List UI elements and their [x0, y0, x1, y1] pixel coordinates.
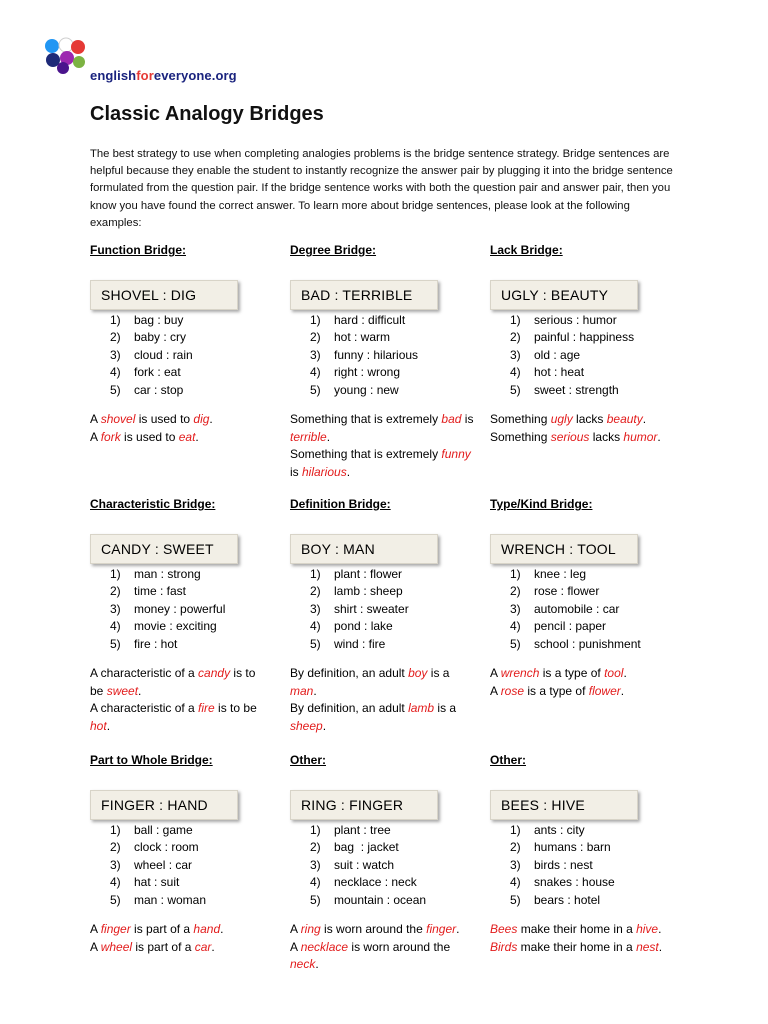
list-item — [310, 601, 475, 618]
list-number: 4) — [110, 875, 121, 890]
sentence-text: . — [313, 683, 317, 698]
sentence-text: is — [461, 412, 474, 427]
word-pair: funny : hilarious — [334, 347, 419, 362]
word-pair: sweet : strength — [534, 382, 619, 397]
sentence-text: A — [490, 683, 501, 698]
word-pair: plant : tree — [334, 823, 391, 837]
list-number: 3) — [510, 601, 521, 616]
list-number: 2) — [110, 840, 121, 855]
list-item — [510, 566, 680, 583]
sentence-text: is a — [434, 701, 457, 716]
sentence-text: A characteristic of a — [90, 666, 199, 681]
sentence-text: By definition, an adult — [290, 666, 409, 681]
answer-pairs-list — [490, 822, 680, 909]
list-item — [510, 382, 680, 399]
word-pair: snakes : house — [534, 875, 615, 890]
bridge-sentence — [490, 683, 680, 701]
highlighted-word: hive — [636, 922, 659, 937]
list-number: 2) — [510, 584, 521, 599]
bridge-sentences — [290, 921, 470, 974]
bridge-sentence — [490, 921, 680, 939]
list-item — [310, 566, 475, 583]
bridge-sentence — [90, 411, 240, 429]
highlighted-word: fire — [198, 701, 215, 716]
word-pair: ball : game — [134, 823, 193, 837]
list-number: 3) — [510, 857, 521, 872]
list-number: 2) — [110, 330, 121, 345]
word-pair: pencil : paper — [534, 619, 607, 634]
sentence-text: is a type of — [524, 683, 589, 698]
word-pair: school : punishment — [534, 636, 641, 651]
highlighted-word: man — [290, 683, 314, 698]
list-number: 4) — [310, 875, 321, 890]
bridge-example-box: UGLY : BEAUTY — [490, 280, 638, 310]
highlighted-word: hand — [193, 922, 221, 937]
bridge-example-box: BOY : MAN — [290, 534, 438, 564]
other-bridge-section-2 — [490, 753, 680, 956]
sentence-text: . — [211, 939, 215, 954]
highlighted-word: wrench — [500, 666, 540, 681]
bridge-sentence — [290, 665, 475, 700]
highlighted-word: tool — [604, 666, 624, 681]
list-item — [310, 822, 470, 839]
highlighted-word: serious — [550, 429, 590, 444]
sentence-text: . — [315, 957, 319, 972]
highlighted-word: neck — [290, 957, 316, 972]
sentence-text: make their home in a — [517, 939, 637, 954]
word-pair: birds : nest — [534, 857, 593, 872]
sentence-text: is to be — [90, 666, 256, 698]
highlighted-word: finger — [426, 922, 457, 937]
highlighted-word: fork — [100, 429, 121, 444]
word-pair: old : age — [534, 347, 581, 362]
sentence-text: . — [195, 429, 199, 444]
list-item — [510, 636, 680, 653]
word-pair: lamb : sheep — [334, 584, 403, 599]
list-number: 5) — [310, 382, 321, 397]
list-number: 4) — [310, 365, 321, 380]
list-item — [510, 583, 680, 600]
answer-pairs-list — [290, 822, 470, 909]
bridge-example-box: BAD : TERRIBLE — [290, 280, 438, 310]
list-number: 1) — [310, 567, 321, 581]
list-item — [110, 636, 270, 653]
word-pair: fire : hot — [134, 636, 178, 651]
bridge-sentence — [90, 921, 270, 939]
list-number: 2) — [310, 330, 321, 345]
sentence-text: . — [322, 718, 327, 733]
highlighted-word: sweet — [106, 683, 139, 698]
list-item — [310, 618, 475, 635]
answer-pairs-list — [290, 312, 480, 399]
list-item — [510, 892, 680, 909]
site-name[interactable]: englishforeveryone.org — [90, 68, 237, 83]
highlighted-word: finger — [100, 922, 131, 937]
sentence-text: A — [90, 922, 101, 937]
bridge-example-box: FINGER : HAND — [90, 790, 238, 820]
word-pair: wheel : car — [134, 857, 193, 872]
sentence-text: . — [642, 412, 647, 427]
answer-pairs-list — [90, 312, 240, 399]
sentence-text: . — [623, 666, 627, 681]
section-title: Function Bridge: — [90, 243, 186, 257]
list-item — [510, 857, 680, 874]
bridge-sentence — [290, 921, 470, 939]
list-item — [310, 347, 480, 364]
list-item — [310, 329, 480, 346]
list-number: 5) — [310, 636, 321, 651]
section-title: Part to Whole Bridge: — [90, 753, 213, 767]
list-item — [310, 382, 480, 399]
list-number: 2) — [310, 840, 321, 855]
section-title: Degree Bridge: — [290, 243, 377, 257]
sentence-text: . — [220, 922, 224, 937]
section-title: Definition Bridge: — [290, 497, 391, 511]
highlighted-word: Birds — [490, 939, 518, 954]
list-number: 1) — [110, 313, 121, 327]
word-pair: hot : heat — [534, 365, 585, 380]
part-to-whole-bridge-section — [90, 753, 270, 956]
degree-bridge-section — [290, 243, 480, 481]
word-pair: rose : flower — [534, 584, 600, 599]
bridge-sentences — [490, 921, 680, 956]
highlighted-word: boy — [408, 666, 428, 681]
word-pair: suit : watch — [334, 857, 395, 872]
function-bridge-section — [90, 243, 240, 446]
highlighted-word: humor — [623, 429, 658, 444]
bridge-example-box: CANDY : SWEET — [90, 534, 238, 564]
highlighted-word: lamb — [408, 701, 435, 716]
list-number: 1) — [110, 567, 121, 581]
sentence-text: . — [620, 683, 625, 698]
word-pair: automobile : car — [534, 601, 620, 616]
list-item — [510, 822, 680, 839]
list-item — [310, 312, 480, 329]
sentence-text: Something that is extremely — [290, 447, 442, 462]
list-number: 2) — [510, 330, 521, 345]
bridge-sentences — [90, 665, 270, 735]
list-number: 5) — [310, 892, 321, 907]
sentence-text: is used to — [120, 429, 179, 444]
list-item — [110, 312, 240, 329]
highlighted-word: flower — [588, 683, 621, 698]
sentence-text: . — [106, 718, 111, 733]
list-item — [510, 618, 680, 635]
list-number: 4) — [510, 619, 521, 634]
bridge-sentences — [290, 665, 475, 735]
word-pair: movie : exciting — [134, 619, 217, 634]
bridge-sentence — [90, 429, 240, 447]
list-number: 1) — [110, 823, 121, 837]
bridge-sentences — [90, 411, 240, 446]
highlighted-word: wheel — [100, 939, 133, 954]
highlighted-word: terrible — [290, 429, 327, 444]
list-item — [110, 892, 270, 909]
list-number: 3) — [110, 857, 121, 872]
sentence-text: . — [209, 412, 213, 427]
list-item — [110, 364, 240, 381]
word-pair: serious : humor — [534, 313, 617, 327]
list-number: 3) — [510, 347, 521, 362]
list-item — [510, 329, 680, 346]
sentence-text: Something — [490, 412, 551, 427]
highlighted-word: ring — [300, 922, 321, 937]
section-title: Lack Bridge: — [490, 243, 563, 257]
highlighted-word: beauty — [606, 412, 643, 427]
sentence-text: A — [490, 666, 501, 681]
sentence-text: is — [290, 464, 302, 479]
list-item — [110, 382, 240, 399]
bridge-sentence — [490, 411, 680, 429]
bridge-sentence — [290, 939, 470, 974]
list-number: 2) — [110, 584, 121, 599]
sentence-text: . — [658, 922, 662, 937]
sentence-text: By definition, an adult — [290, 701, 409, 716]
list-number: 3) — [110, 347, 121, 362]
bridge-example-box: WRENCH : TOOL — [490, 534, 638, 564]
sentence-text: is to be — [214, 701, 257, 716]
bridge-sentence — [90, 665, 270, 700]
list-number: 4) — [310, 619, 321, 634]
sentence-text: . — [657, 429, 661, 444]
list-item — [110, 347, 240, 364]
word-pair: man : strong — [134, 567, 201, 581]
word-pair: bears : hotel — [534, 892, 601, 907]
highlighted-word: bad — [441, 412, 462, 427]
word-pair: mountain : ocean — [334, 892, 427, 907]
other-bridge-section-1 — [290, 753, 470, 974]
sentence-text: is part of a — [132, 939, 195, 954]
word-pair: painful : happiness — [534, 330, 635, 345]
list-number: 1) — [510, 567, 521, 581]
section-title: Type/Kind Bridge: — [490, 497, 593, 511]
list-number: 5) — [510, 892, 521, 907]
answer-pairs-list — [490, 566, 680, 653]
word-pair: fork : eat — [134, 365, 181, 380]
bridge-sentences — [490, 665, 680, 700]
highlighted-word: eat — [178, 429, 196, 444]
highlighted-word: candy — [198, 666, 231, 681]
word-pair: wind : fire — [334, 636, 386, 651]
section-title: Other: — [290, 753, 326, 767]
list-number: 4) — [110, 365, 121, 380]
sentence-text: is a type of — [539, 666, 605, 681]
list-number: 5) — [510, 636, 521, 651]
sentence-text: . — [326, 429, 331, 444]
sentence-text: is part of a — [130, 922, 194, 937]
word-pair: necklace : neck — [334, 875, 417, 890]
list-item — [310, 874, 470, 891]
bridge-sentence — [90, 700, 270, 735]
list-number: 3) — [310, 347, 321, 362]
highlighted-word: dig — [193, 412, 210, 427]
word-pair: ants : city — [534, 823, 585, 837]
list-item — [110, 329, 240, 346]
list-item — [110, 601, 270, 618]
definition-bridge-section — [290, 497, 475, 735]
word-pair: man : woman — [134, 892, 207, 907]
word-pair: right : wrong — [334, 365, 401, 380]
bridge-sentences — [290, 411, 480, 481]
answer-pairs-list — [290, 566, 475, 653]
highlighted-word: hilarious — [302, 464, 347, 479]
sentence-text: A — [90, 412, 101, 427]
section-title: Other: — [490, 753, 526, 767]
word-pair: clock : room — [134, 840, 199, 855]
puzzle-logo-icon — [42, 36, 88, 76]
bridge-sentence — [290, 700, 475, 735]
characteristic-bridge-section — [90, 497, 270, 735]
sentence-text: Something that is extremely — [290, 412, 442, 427]
list-item — [110, 618, 270, 635]
list-item — [510, 312, 680, 329]
lack-bridge-section — [490, 243, 680, 446]
list-number: 1) — [510, 313, 521, 327]
list-number: 2) — [310, 584, 321, 599]
highlighted-word: shovel — [100, 412, 136, 427]
list-number: 4) — [510, 875, 521, 890]
highlighted-word: ugly — [550, 412, 573, 427]
bridge-sentence — [290, 411, 480, 446]
list-number: 1) — [310, 823, 321, 837]
list-item — [510, 601, 680, 618]
sentence-text: is worn around the — [348, 939, 451, 954]
bridge-example-box: SHOVEL : DIG — [90, 280, 238, 310]
word-pair: money : powerful — [134, 601, 226, 616]
list-number: 5) — [510, 382, 521, 397]
list-item — [110, 839, 270, 856]
list-number: 5) — [110, 636, 121, 651]
list-item — [110, 857, 270, 874]
sentence-text: lacks — [572, 412, 607, 427]
word-pair: hard : difficult — [334, 313, 406, 327]
word-pair: bag : jacket — [334, 840, 399, 855]
intro-paragraph: The best strategy to use when completing analogies problems is the bridge sentence strategy. Bridge sentences are helpful because they enable the student to instantly recognize the answer pair by plugging it into the bridge sentence formulated from the question pair. If the bridge sentence works with both the question pair and answer pair, then you know you have found the correct answer. To learn more about bridge sentences, please look at the following examples: — [90, 148, 673, 229]
sentence-text: A — [90, 429, 101, 444]
sentence-text: . — [346, 464, 351, 479]
word-pair: plant : flower — [334, 567, 403, 581]
list-number: 4) — [510, 365, 521, 380]
list-item — [310, 636, 475, 653]
word-pair: knee : leg — [534, 567, 587, 581]
sentence-text: is a — [427, 666, 450, 681]
bridge-sentence — [490, 429, 680, 447]
list-number: 1) — [510, 823, 521, 837]
list-item — [110, 822, 270, 839]
sentence-text: is worn around the — [320, 922, 427, 937]
answer-pairs-list — [90, 822, 270, 909]
list-number: 3) — [310, 857, 321, 872]
bridge-sentence — [490, 665, 680, 683]
sentence-text: A characteristic of a — [90, 701, 199, 716]
list-number: 4) — [110, 619, 121, 634]
highlighted-word: car — [194, 939, 212, 954]
highlighted-word: funny — [441, 447, 471, 462]
word-pair: hot : warm — [334, 330, 391, 345]
list-item — [310, 839, 470, 856]
list-item — [110, 874, 270, 891]
highlighted-word: hot — [90, 718, 107, 733]
sentence-text: make their home in a — [517, 922, 637, 937]
bridge-sentences — [490, 411, 680, 446]
sentence-text: A — [290, 922, 301, 937]
list-item — [510, 839, 680, 856]
word-pair: time : fast — [134, 584, 187, 599]
list-item — [510, 347, 680, 364]
type-kind-bridge-section — [490, 497, 680, 700]
sentence-text: Something — [490, 429, 551, 444]
bridge-sentence — [490, 939, 680, 957]
highlighted-word: sheep — [290, 718, 323, 733]
list-number: 5) — [110, 382, 121, 397]
section-title: Characteristic Bridge: — [90, 497, 216, 511]
sentence-text: . — [138, 683, 142, 698]
sentence-text: lacks — [589, 429, 624, 444]
list-item — [310, 364, 480, 381]
sentence-text: . — [658, 939, 663, 954]
word-pair: baby : cry — [134, 330, 187, 345]
word-pair: shirt : sweater — [334, 601, 409, 616]
bridge-example-box: BEES : HIVE — [490, 790, 638, 820]
list-item — [310, 892, 470, 909]
bridge-sentences — [90, 921, 270, 956]
word-pair: car : stop — [134, 382, 184, 397]
page-title: Classic Analogy Bridges — [90, 103, 324, 125]
list-item — [110, 566, 270, 583]
sentence-text: A — [90, 939, 101, 954]
sentence-text: . — [456, 922, 460, 937]
highlighted-word: necklace — [300, 939, 349, 954]
word-pair: cloud : rain — [134, 347, 193, 362]
word-pair: pond : lake — [334, 619, 393, 634]
list-number: 1) — [310, 313, 321, 327]
answer-pairs-list — [490, 312, 680, 399]
word-pair: humans : barn — [534, 840, 611, 855]
sentence-text: A — [290, 939, 301, 954]
list-number: 5) — [110, 892, 121, 907]
list-item — [310, 583, 475, 600]
bridge-sentence — [290, 446, 480, 481]
answer-pairs-list — [90, 566, 270, 653]
bridge-sentence — [90, 939, 270, 957]
list-number: 3) — [310, 601, 321, 616]
word-pair: young : new — [334, 382, 399, 397]
list-item — [510, 364, 680, 381]
highlighted-word: Bees — [490, 922, 518, 937]
word-pair: bag : buy — [134, 313, 184, 327]
list-number: 2) — [510, 840, 521, 855]
highlighted-word: nest — [636, 939, 659, 954]
sentence-text: is used to — [135, 412, 194, 427]
list-item — [510, 874, 680, 891]
word-pair: hat : suit — [134, 875, 180, 890]
list-item — [310, 857, 470, 874]
list-item — [110, 583, 270, 600]
bridge-example-box: RING : FINGER — [290, 790, 438, 820]
list-number: 3) — [110, 601, 121, 616]
highlighted-word: rose — [500, 683, 525, 698]
